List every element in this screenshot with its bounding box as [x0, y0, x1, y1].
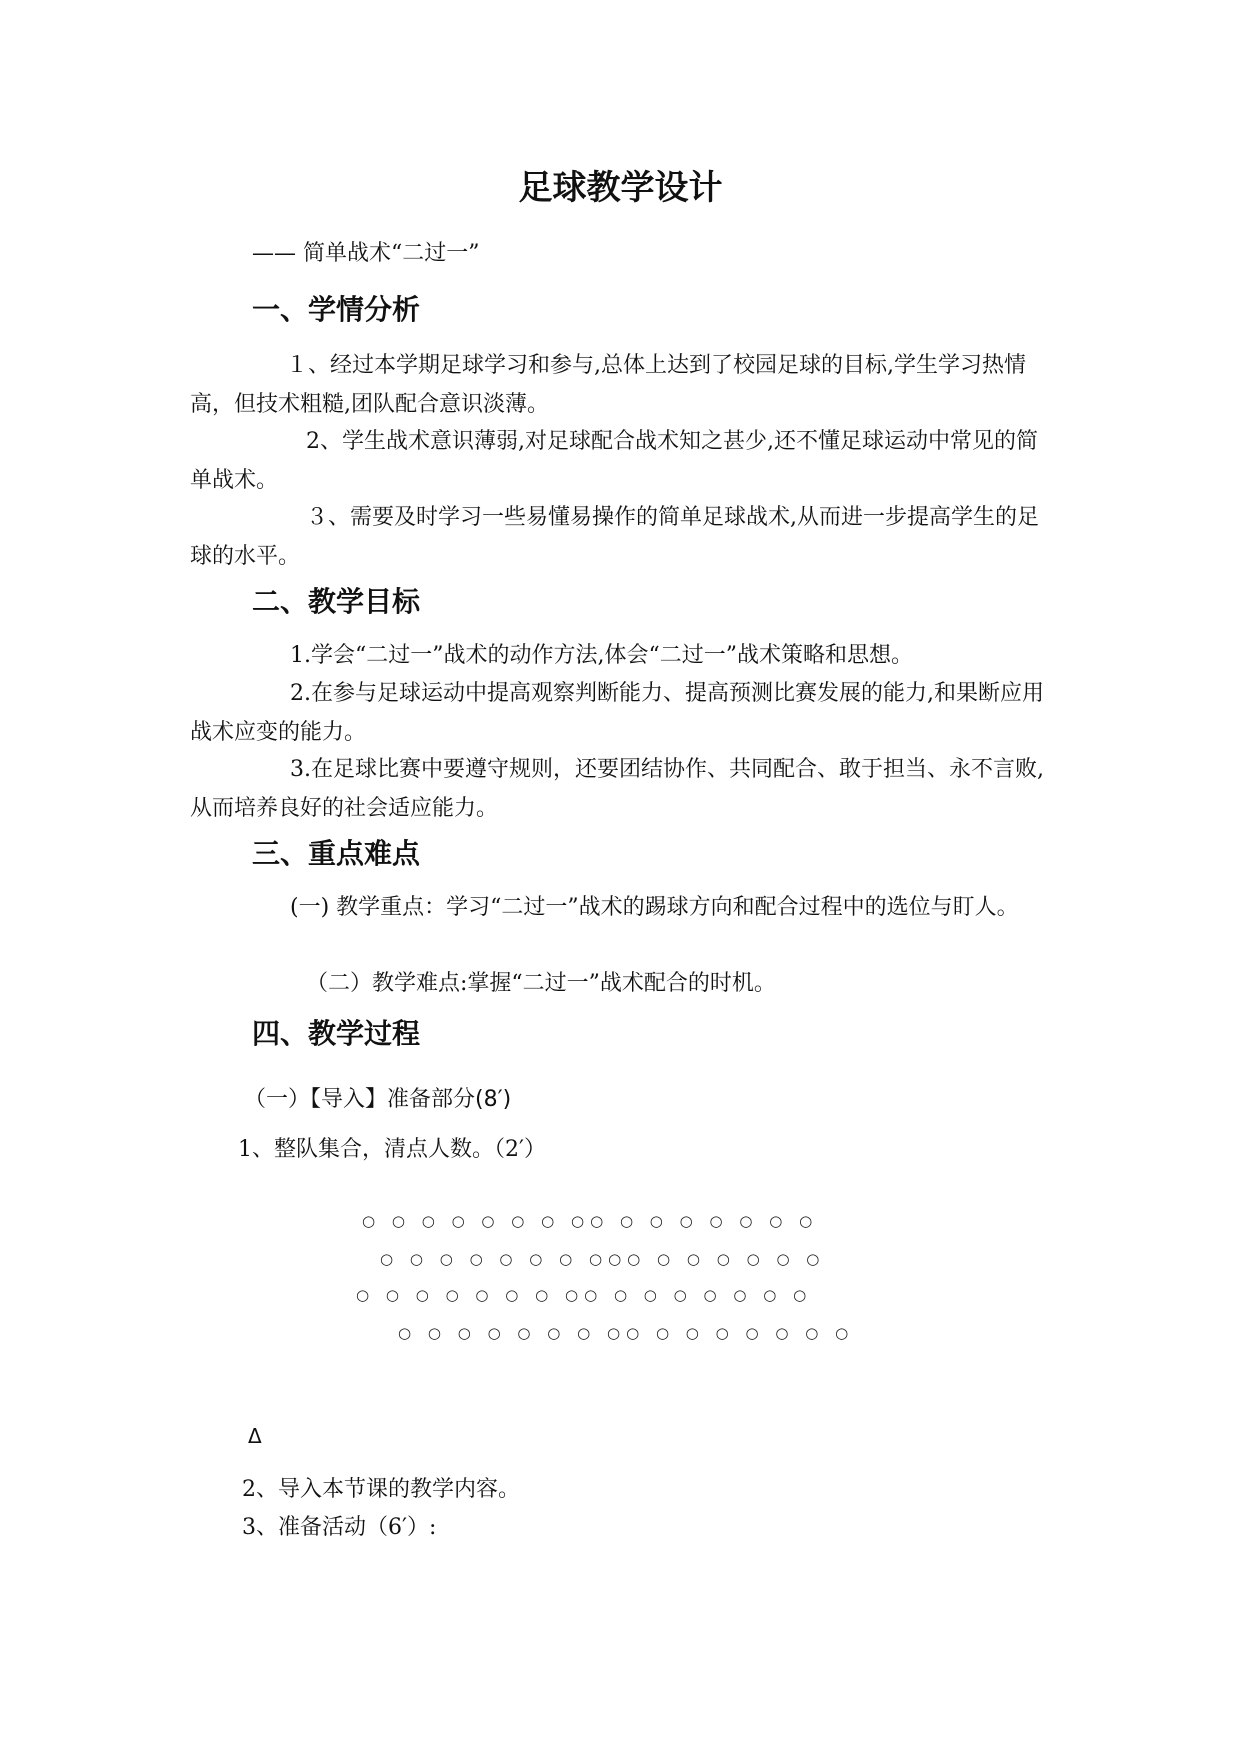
process-item-3: 3、准备活动（6′）: [242, 1515, 437, 1540]
process-subsection-title: （一）【导入】准备部分(8′) [244, 1087, 512, 1112]
process-item-2: 2、导入本节课的教学内容。 [242, 1477, 520, 1502]
analysis-paragraph-3: ３、需要及时学习一些易懂易操作的简单足球战术,从而进一步提高学生的足球的水平。 [190, 505, 1039, 569]
page-subtitle: —— 简单战术“二过一” [252, 241, 480, 266]
formation-row: ○ ○ ○ ○ ○ ○ ○ ○○○ ○ ○ ○ ○ ○ ○ [380, 1250, 826, 1268]
objective-1: 1.学会“二过一”战术的动作方法,体会“二过一”战术策略和思想。 [290, 643, 913, 668]
analysis-paragraph-2: 2、学生战术意识薄弱,对足球配合战术知之甚少,还不懂足球运动中常见的简单战术。 [190, 429, 1038, 493]
objective-3: 3.在足球比赛中要遵守规则，还要团结协作、共同配合、敢于担当、永不言败,从而培养良好的社会适应能力。 [190, 757, 1044, 821]
formation-row: ○ ○ ○ ○ ○ ○ ○ ○○ ○ ○ ○ ○ ○ ○ ○ [362, 1212, 819, 1230]
teacher-position-mark: Δ [248, 1424, 262, 1448]
formation-row: ○ ○ ○ ○ ○ ○ ○ ○○ ○ ○ ○ ○ ○ ○ ○ [398, 1324, 855, 1342]
process-item-1: 1、整队集合，清点人数。（2′） [238, 1137, 546, 1162]
objective-2: 2.在参与足球运动中提高观察判断能力、提高预测比赛发展的能力,和果断应用战术应变的能力。 [190, 681, 1044, 745]
difficulty-point: （二）教学难点:掌握“二过一”战术配合的时机。 [306, 971, 776, 996]
page-title: 足球教学设计 [518, 168, 723, 208]
section-heading-process: 四、教学过程 [252, 1017, 421, 1050]
section-heading-analysis: 一、学情分析 [252, 293, 421, 326]
formation-row: ○ ○ ○ ○ ○ ○ ○ ○○ ○ ○ ○ ○ ○ ○ ○ [356, 1286, 813, 1304]
section-heading-key-points: 三、重点难点 [252, 837, 421, 870]
analysis-paragraph-1: １、经过本学期足球学习和参与,总体上达到了校园足球的目标,学生学习热情高，但技术粗糙,团队配合意识淡薄。 [190, 353, 1026, 417]
section-heading-objectives: 二、教学目标 [252, 585, 421, 618]
key-point: (一) 教学重点：学习“二过一”战术的踢球方向和配合过程中的选位与盯人。 [290, 895, 1019, 920]
